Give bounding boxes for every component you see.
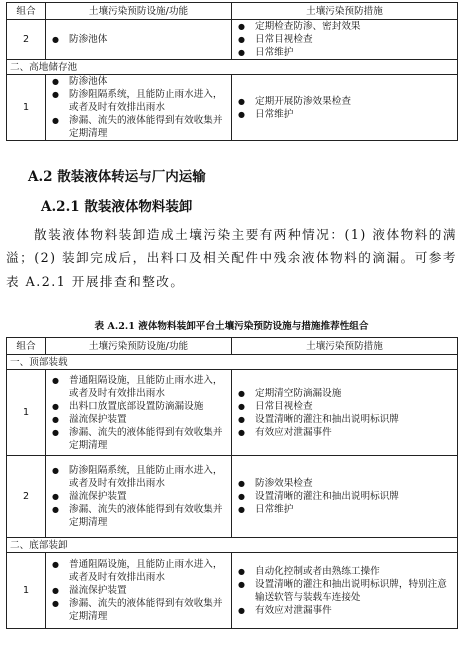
list-item: ● 定期开展防渗效果检查 [235, 95, 454, 108]
list-item: ● 设置清晰的灌注和抽出说明标识牌，特别注意输送软管与装载车连接处 [235, 578, 454, 604]
facilities-cell [46, 553, 232, 629]
list-item: ● 防渗效果检查 [235, 477, 454, 490]
list-item: ● 设置清晰的灌注和抽出说明标识牌 [235, 413, 454, 426]
header-group: 组合 [7, 338, 46, 355]
list-item: ● 日常目视检查 [235, 33, 454, 46]
row-number: 1 [7, 370, 46, 456]
list-item: ● 定期检查防渗、密封效果 [235, 20, 454, 33]
list-item: ● 渗漏、流失的液体能得到有效收集并定期清理 [49, 426, 228, 452]
measures-cell [232, 370, 458, 456]
header-facilities: 土壤污染预防设施/功能 [46, 338, 232, 355]
list-item: ● 普通阻隔设施，且能防止雨水进入，或者及时有效排出雨水 [49, 558, 228, 584]
measures-cell [232, 456, 458, 538]
table-row [7, 370, 458, 456]
list-item: ● 日常维护 [235, 46, 454, 59]
section-row [7, 60, 458, 75]
body-paragraph: 散装液体物料装卸造成土壤污染主要有两种情况：(1) 液体物料的满溢；(2) 装卸完成后，出料口及相关配件中残余液体物料的滴漏。可参考表 A.2.1 开展排查和整改。 [6, 227, 457, 289]
row-number: 1 [7, 553, 46, 629]
list-item: ● 防渗阻隔系统，且能防止雨水进入，或者及时有效排出雨水 [49, 88, 228, 114]
measures-cell [232, 20, 458, 60]
header-measures: 土壤污染预防措施 [232, 3, 458, 20]
list-item: ● 溢流保护装置 [49, 413, 228, 426]
list-item: ● 溢流保护装置 [49, 490, 228, 503]
list-item: ● 自动化控制或者由熟练工操作 [235, 565, 454, 578]
table-header-row [7, 3, 458, 20]
table-a21 [6, 337, 458, 629]
facilities-cell [46, 370, 232, 456]
table-row [7, 20, 458, 60]
table-row [7, 75, 458, 141]
header-measures: 土壤污染预防措施 [232, 338, 458, 355]
facilities-cell [46, 456, 232, 538]
section-heading-a21: A.2.1 散装液体物料装卸 [41, 199, 193, 215]
list-item: ● 日常目视检查 [235, 400, 454, 413]
row-number: 2 [7, 20, 46, 60]
list-item: ● 设置清晰的灌注和抽出说明标识牌 [235, 490, 454, 503]
table-header-row [7, 338, 458, 355]
facilities-cell [46, 75, 232, 141]
header-facilities: 土壤污染预防设施/功能 [46, 3, 232, 20]
list-item: ● 普通阻隔设施，且能防止雨水进入，或者及时有效排出雨水 [49, 374, 228, 400]
list-item: ● 渗漏、流失的液体能得到有效收集并定期清理 [49, 503, 228, 529]
section-title: 一、顶部装载 [7, 355, 458, 370]
list-item: ● 有效应对泄漏事件 [235, 604, 454, 617]
section-row [7, 355, 458, 370]
list-item: ● 渗漏、流失的液体能得到有效收集并定期清理 [49, 114, 228, 140]
section-row [7, 538, 458, 553]
table-row [7, 553, 458, 629]
list-item: ● 有效应对泄漏事件 [235, 426, 454, 439]
table-caption: 表 A.2.1 液体物料装卸平台土壤污染预防设施与措施推荐性组合 [94, 321, 369, 332]
list-item: ● 溢流保护装置 [49, 584, 228, 597]
section-title: 二、底部装卸 [7, 538, 458, 553]
list-item: ● 防渗阻隔系统，且能防止雨水进入，或者及时有效排出雨水 [49, 464, 228, 490]
section-title: 二、高地储存池 [7, 60, 458, 75]
row-number: 1 [7, 75, 46, 141]
measures-cell [232, 553, 458, 629]
list-item: ● 定期清空防滴漏设施 [235, 387, 454, 400]
row-number: 2 [7, 456, 46, 538]
list-item: ● 渗漏、流失的液体能得到有效收集并定期清理 [49, 597, 228, 623]
list-item: ● 出料口放置底部设置防滴漏设施 [49, 400, 228, 413]
section-heading-a2: A.2 散装液体转运与厂内运输 [28, 169, 206, 185]
list-item: ● 日常维护 [235, 108, 454, 121]
facilities-cell [46, 20, 232, 60]
table-row [7, 456, 458, 538]
list-item: ● 防渗池体 [49, 75, 228, 88]
list-item: ● 防渗池体 [49, 33, 228, 46]
table-top [6, 2, 458, 141]
header-group: 组合 [7, 3, 46, 20]
list-item: ● 日常维护 [235, 503, 454, 516]
measures-cell [232, 75, 458, 141]
